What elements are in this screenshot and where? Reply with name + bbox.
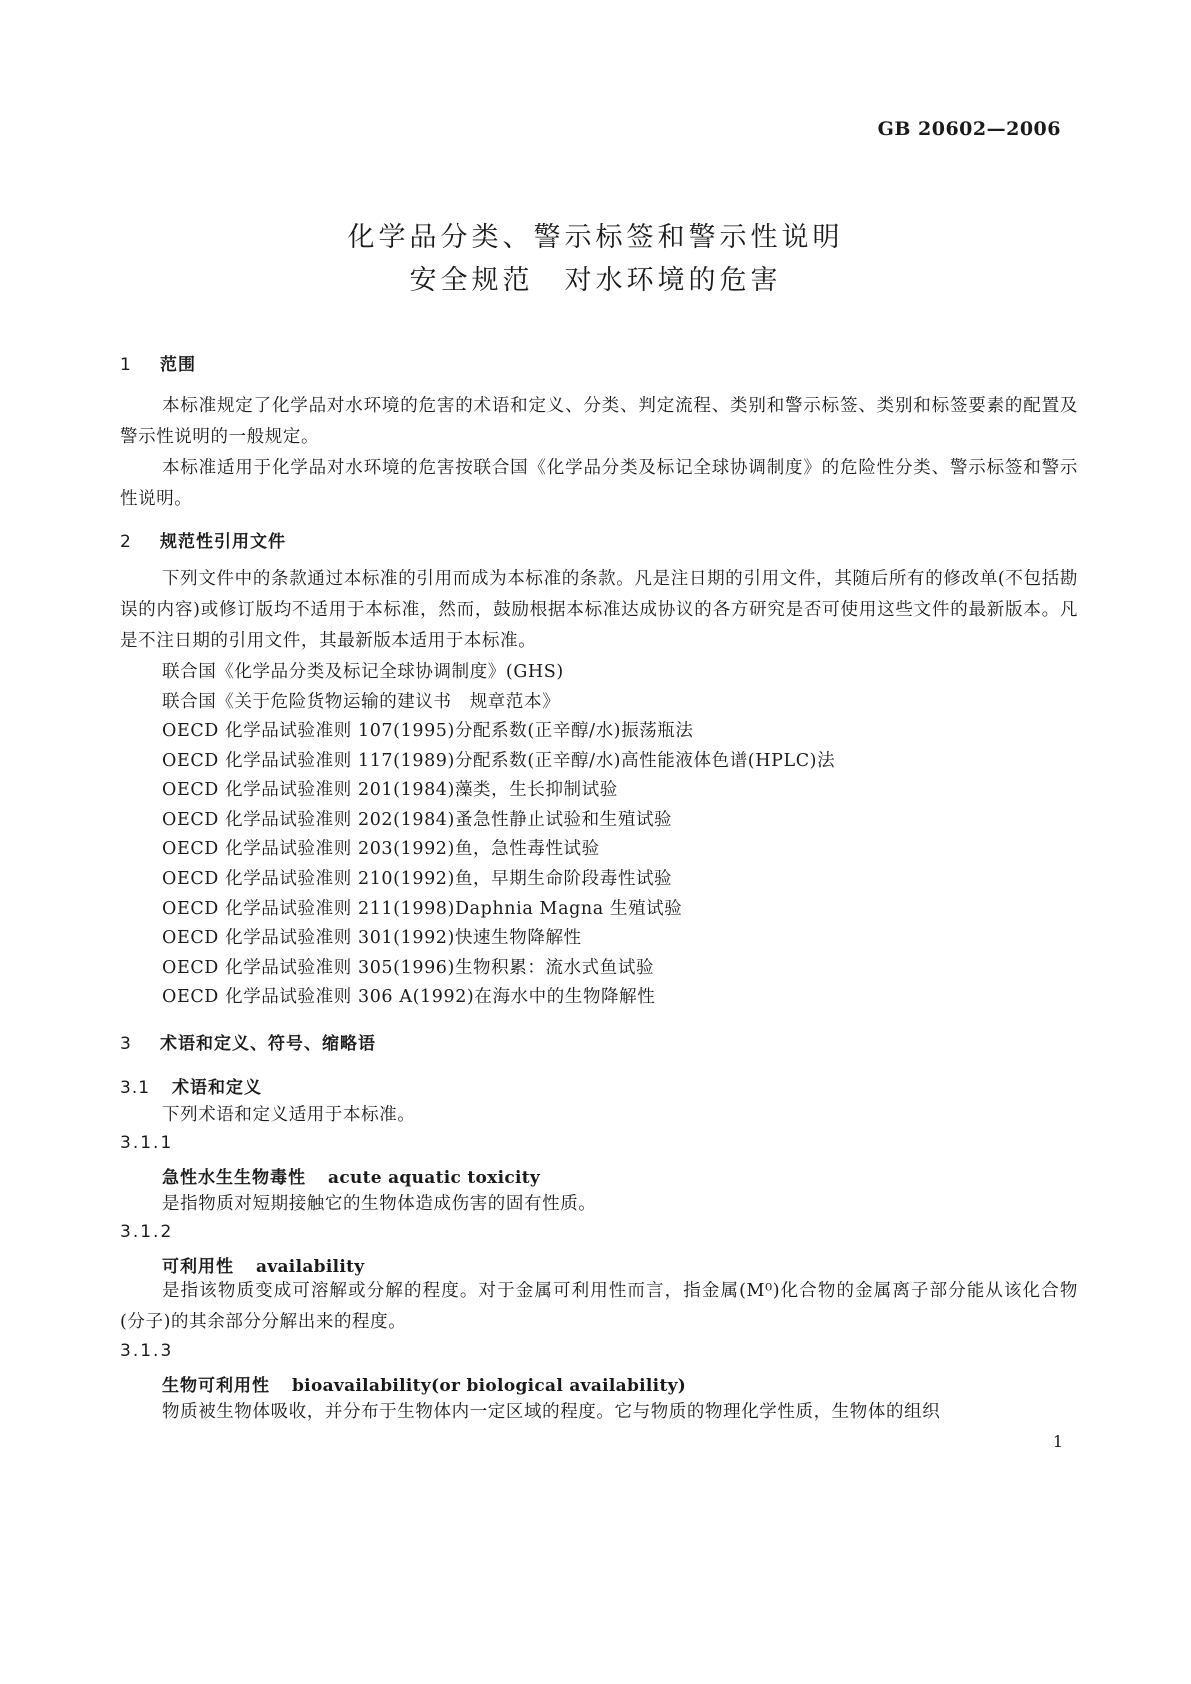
reference-item: OECD 化学品试验准则 211(1998)Daphnia Magna 生殖试验 xyxy=(162,899,683,919)
page-number: 1 xyxy=(1052,1432,1063,1451)
section-1-paragraph-1: 本标准规定了化学品对水环境的危害的术语和定义、分类、判定流程、类别和警示标签、类别和标签要素的配置及警示性说明的一般规定。 xyxy=(120,396,1078,447)
term-definition: 是指物质对短期接触它的生物体造成伤害的固有性质。 xyxy=(162,1194,597,1214)
term-en: bioavailability(or biological availability) xyxy=(292,1376,687,1396)
term-en: acute aquatic toxicity xyxy=(328,1168,541,1188)
term-definition: 是指该物质变成可溶解或分解的程度。对于金属可利用性而言，指金属(M⁰)化合物的金属离子部分能从该化合物(分子)的其余部分分解出来的程度。 xyxy=(120,1281,1078,1332)
page-title-line-2: 安全规范 对水环境的危害 xyxy=(409,265,782,296)
subsection-3-1-heading xyxy=(120,1073,1078,1098)
term-zh: 生物可利用性 xyxy=(162,1376,270,1396)
document-code: GB 20602—2006 xyxy=(877,118,1061,140)
page-title-line-1: 化学品分类、警示标签和警示性说明 xyxy=(347,222,844,253)
section-2-heading xyxy=(120,527,1078,552)
section-title: 规范性引用文件 xyxy=(160,532,286,552)
section-number: 3 xyxy=(120,1034,132,1054)
term-number: 3.1.1 xyxy=(120,1133,174,1153)
term-heading xyxy=(162,1252,364,1277)
section-1-paragraph-2: 本标准适用于化学品对水环境的危害按联合国《化学品分类及标记全球协调制度》的危险性分类、警示标签和警示性说明。 xyxy=(120,458,1078,509)
term-number: 3.1.3 xyxy=(120,1341,174,1361)
subsection-number: 3.1 xyxy=(120,1078,151,1098)
section-number: 1 xyxy=(120,355,132,375)
reference-item: OECD 化学品试验准则 210(1992)鱼，早期生命阶段毒性试验 xyxy=(162,869,673,889)
reference-item: OECD 化学品试验准则 202(1984)蚤急性静止试验和生殖试验 xyxy=(162,810,673,830)
section-title: 术语和定义、符号、缩略语 xyxy=(160,1034,376,1054)
term-en: availability xyxy=(256,1257,365,1277)
subsection-title: 术语和定义 xyxy=(172,1078,262,1098)
reference-item: OECD 化学品试验准则 305(1996)生物积累：流水式鱼试验 xyxy=(162,958,655,978)
reference-item: OECD 化学品试验准则 107(1995)分配系数(正辛醇/水)振荡瓶法 xyxy=(162,721,694,741)
reference-item: OECD 化学品试验准则 201(1984)藻类，生长抑制试验 xyxy=(162,780,618,800)
term-definition: 物质被生物体吸收，并分布于生物体内一定区域的程度。它与物质的物理化学性质，生物体的组织 xyxy=(162,1402,941,1422)
reference-item: OECD 化学品试验准则 203(1992)鱼，急性毒性试验 xyxy=(162,839,600,859)
term-zh: 可利用性 xyxy=(162,1257,234,1277)
subsection-intro: 下列术语和定义适用于本标准。 xyxy=(162,1105,416,1125)
reference-item: 联合国《化学品分类及标记全球协调制度》(GHS) xyxy=(162,662,564,682)
term-number: 3.1.2 xyxy=(120,1222,174,1242)
term-heading xyxy=(162,1163,540,1188)
section-2-paragraph-1: 下列文件中的条款通过本标准的引用而成为本标准的条款。凡是注日期的引用文件，其随后所有的修改单(不包括勘误的内容)或修订版均不适用于本标准，然而，鼓励根据本标准达成协议的各方研究是否可使用这些文件的最新版本。凡是不注日期的引用文件，其最新版本适用于本标准。 xyxy=(120,569,1078,651)
term-zh: 急性水生生物毒性 xyxy=(162,1168,306,1188)
reference-item: OECD 化学品试验准则 117(1989)分配系数(正辛醇/水)高性能液体色谱(HPLC)法 xyxy=(162,751,836,771)
reference-item: OECD 化学品试验准则 306 A(1992)在海水中的生物降解性 xyxy=(162,987,656,1007)
section-1-heading xyxy=(120,350,1078,375)
section-3-heading xyxy=(120,1029,1078,1054)
section-number: 2 xyxy=(120,532,132,552)
reference-item: OECD 化学品试验准则 301(1992)快速生物降解性 xyxy=(162,928,582,948)
term-heading xyxy=(162,1371,686,1396)
reference-item: 联合国《关于危险货物运输的建议书 规章范本》 xyxy=(162,692,561,712)
section-title: 范围 xyxy=(160,355,196,375)
